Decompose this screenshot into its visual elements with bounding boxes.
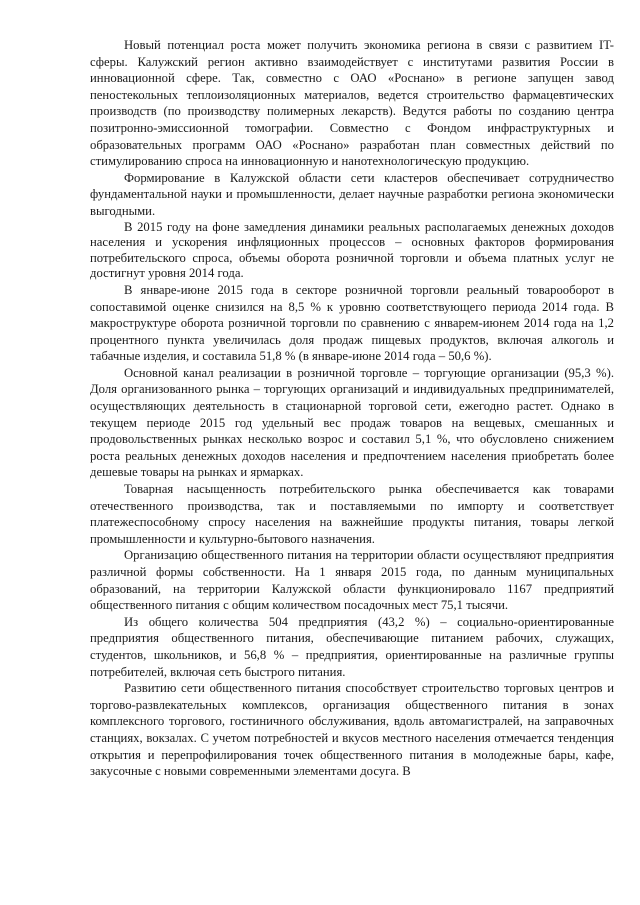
paragraph-retail-channels: Основной канал реализации в розничной торговле – торгующие организации (95,3 %). Доля организованного рынка – торгующих организаций и индивидуальных предпринимателей, осуществляющих деятельность в стационарной торговой сети, ежегодно растет. Однако в текущем периоде 2015 год удельный вес продаж товаров на вещевых, смешанных и продовольственных рынках несколько возрос и составил 5,1 %, что обусловлено снижением роста реальных денежных доходов населения и предпочтением населения приобретать более дешевые товары на рынках и ярмарках. xyxy=(90,365,614,480)
paragraph-clusters: Формирование в Калужской области сети кластеров обеспечивает сотрудничество фундаментальной науки и промышленности, делает научные разработки региона экономически выгодными. xyxy=(90,170,614,218)
paragraph-consumer-demand: В 2015 году на фоне замедления динамики реальных располагаемых денежных доходов населения и ускорения инфляционных процессов – основных факторов формирования потребительского спроса, объемы оборота розничной торговли и объема платных услуг не достигнут уровня 2014 года. xyxy=(90,219,614,281)
paragraph-catering-development: Развитию сети общественного питания способствует строительство торговых центров и торгово-развлекательных комплексов, организация общественного питания в зонах комплексного торгового, гостиничного обслуживания, вдоль автомагистралей, на заправочных станциях, вокзалах. С учетом потребностей и вкусов местного населения отмечается тенденция открытия и перепрофилирования точек общественного питания в молодежные бары, кафе, закусочные с новыми современными элементами досуга. В xyxy=(90,681,614,779)
paragraph-public-catering: Организацию общественного питания на территории области осуществляют предприятия различной формы собственности. На 1 января 2015 года, по данным муниципальных образований, на территории Калужской области функционировало 1167 предприятий общественного питания с общим количеством посадочных мест 75,1 тысячи. xyxy=(90,548,614,613)
paragraph-catering-structure: Из общего количества 504 предприятия (43,2 %) – социально-ориентированные предприятия общественного питания, обеспечивающие питанием рабочих, служащих, студентов, школьников, и 56,8 % – предприятия, ориентированные на различные группы потребителей, включая сеть быстрого питания. xyxy=(90,614,614,679)
paragraph-it-sphere: Новый потенциал роста может получить экономика региона в связи с развитием IT- сферы. Калужский регион активно взаимодействует с институтами развития России в инновационной сфере. Так, совместно с ОАО «Роснано» в регионе запущен завод пеностекольных теплоизоляционных материалов, ведется строительство фармацевтических производств (по производству полимерных лекарств). Ведутся работы по созданию центра позитронно-эмиссионной томографии. Совместно с Фондом инфраструктурных и образовательных программ ОАО «Роснано» разработан план совместных действий по стимулированию спроса на инновационную и нанотехнологическую продукцию. xyxy=(90,38,614,169)
paragraph-retail-turnover: В январе-июне 2015 года в секторе розничной торговли реальный товарооборот в сопоставимой оценке снизился на 8,5 % к уровню соответствующего периода 2014 года. В макроструктуре оборота розничной торговли по сравнению с январем-июнем 2014 года на 1,2 процентного пункта увеличилась доля продаж пищевых продуктов, включая алкоголь и табачные изделия, и составила 51,8 % (в январе-июне 2014 года – 50,6 %). xyxy=(90,282,614,364)
document-body xyxy=(90,37,614,780)
paragraph-market-saturation: Товарная насыщенность потребительского рынка обеспечивается как товарами отечественного производства, так и поставляемыми по импорту и соответствует платежеспособному спросу населения на важнейшие продукты питания, товары легкой промышленности и культурно-бытового назначения. xyxy=(90,482,614,546)
